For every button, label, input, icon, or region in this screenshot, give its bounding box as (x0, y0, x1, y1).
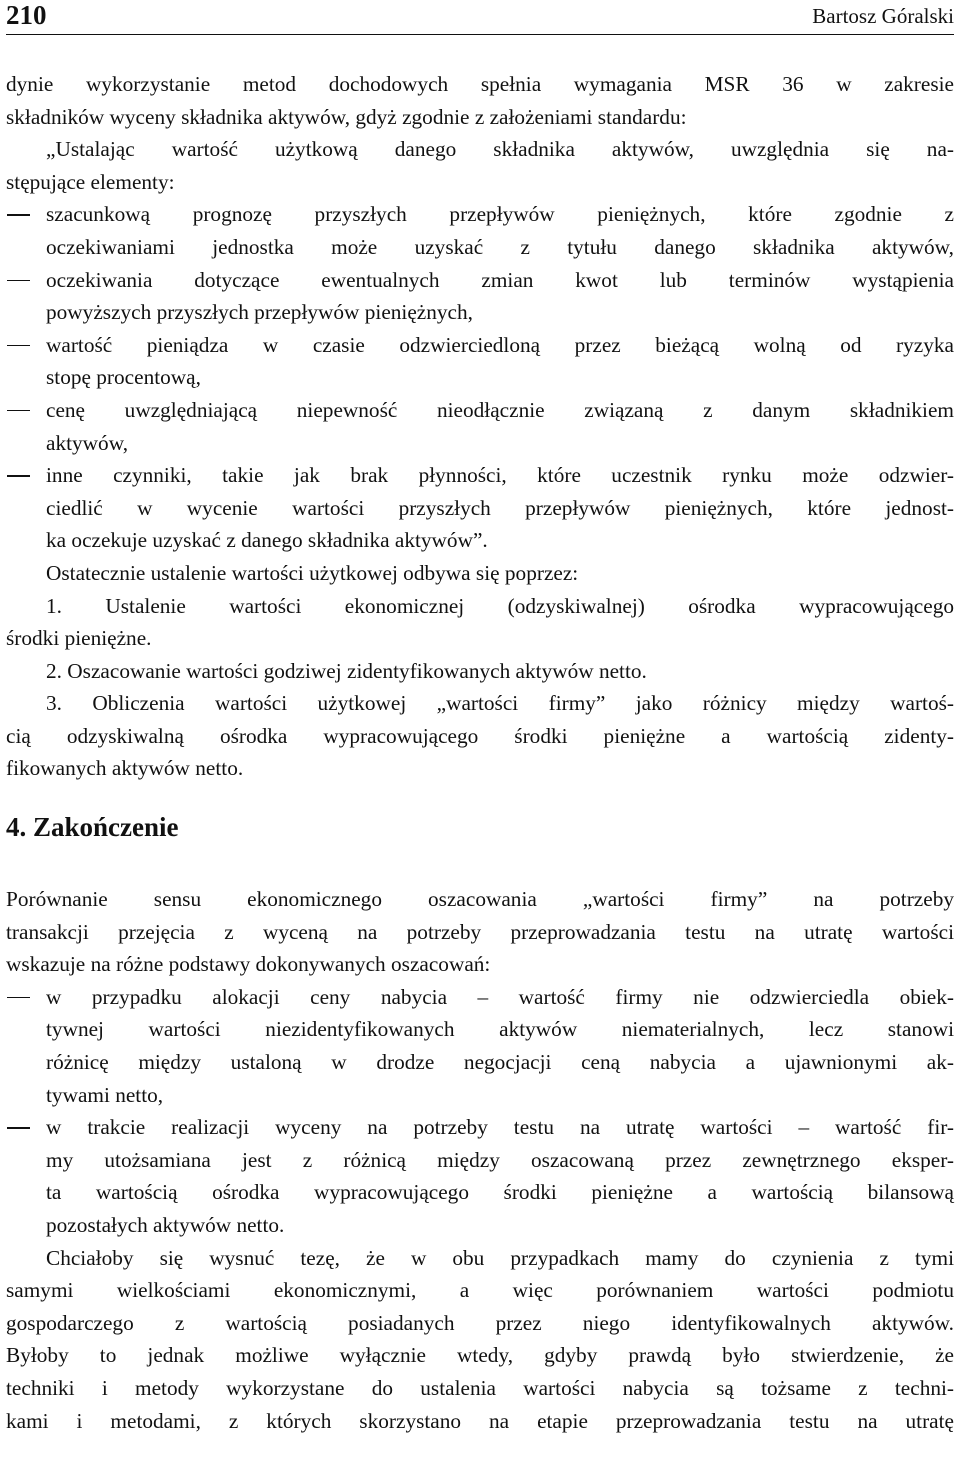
line-text: cenę uwzględniającą niepewność nieodłącznie związaną z danym składnikiem (46, 397, 954, 422)
dash-bullet (7, 1127, 30, 1129)
page-header (6, 0, 954, 35)
line-text: gospodarczego z wartością posiadanych przez niego identyfikowalnych aktywów. (6, 1310, 954, 1335)
line-text: 3. Obliczenia wartości użytkowej „wartości firmy” jako różnicy między wartoś- (46, 691, 954, 716)
text-line (6, 1144, 954, 1177)
line-text: oczekiwaniami jednostka może uzyskać z tytułu danego składnika aktywów, (46, 234, 954, 259)
text-line (6, 231, 954, 264)
list-item-line (6, 264, 954, 297)
dash-bullet (7, 410, 30, 412)
list-item-line (6, 1111, 954, 1144)
text-line (6, 68, 954, 101)
list-item-line (6, 394, 954, 427)
text-line (6, 1079, 954, 1112)
text-line (6, 524, 954, 557)
line-text: stopę procentową, (46, 365, 201, 390)
list-item-line (6, 329, 954, 362)
line-text: pozostałych aktywów netto. (46, 1213, 285, 1237)
text-line (6, 1176, 954, 1209)
text-line (6, 557, 954, 590)
text-line (6, 427, 954, 460)
text-line (6, 720, 954, 753)
text-line (6, 1372, 954, 1405)
text-line (6, 948, 954, 981)
dash-bullet (7, 214, 30, 216)
line-text: techniki i metody wykorzystane do ustalenia wartości nabycia są tożsame z techni- (6, 1375, 954, 1400)
text-line (6, 1209, 954, 1242)
text-line (6, 1339, 954, 1372)
line-text: Chciałoby się wysnuć tezę, że w obu przypadkach mamy do czynienia z tymi (46, 1245, 954, 1270)
text-line (6, 655, 954, 688)
line-text: tywami netto, (46, 1082, 164, 1107)
page-number: 210 (6, 0, 47, 30)
line-text: inne czynniki, takie jak brak płynności, które uczestnik rynku może odzwier- (46, 463, 954, 488)
line-text: cią odzyskiwalną ośrodka wypracowującego środki pieniężne a wartością zidenty- (6, 723, 954, 748)
line-text: tywnej wartości niezidentyfikowanych aktywów niematerialnych, lecz stanowi (46, 1017, 954, 1042)
running-author: Bartosz Góralski (812, 4, 954, 28)
line-text: ta wartością ośrodka wypracowującego środki pieniężne a wartością bilansową (46, 1180, 954, 1205)
line-text: składników wyceny składnika aktywów, gdyż zgodnie z założeniami standardu: (6, 104, 687, 129)
line-text: my utożsamiana jest z różnicą między oszacowaną przez zewnętrznego eksper- (46, 1147, 954, 1172)
text-line (6, 1242, 954, 1275)
line-text: wskazuje na różne podstawy dokonywanych oszacowań: (6, 952, 491, 977)
text-line (6, 296, 954, 329)
list-item-line (6, 459, 954, 492)
line-text: środki pieniężne. (6, 626, 152, 651)
page-body (6, 68, 954, 1437)
line-text: samymi wielkościami ekonomicznymi, a więc porównaniem wartości podmiotu (6, 1278, 954, 1303)
text-line (6, 166, 954, 199)
text-line (6, 1013, 954, 1046)
text-line (6, 687, 954, 720)
dash-bullet (7, 997, 30, 999)
line-text: Byłoby to jednak możliwe wyłącznie wtedy, gdyby prawdą było stwierdzenie, że (6, 1343, 954, 1368)
text-line (6, 1405, 954, 1438)
line-text: kami i metodami, z których skorzystano na etapie przeprowadzania testu na utratę (6, 1408, 954, 1433)
dash-bullet (7, 280, 30, 282)
text-line (6, 101, 954, 134)
line-text: 2. Oszacowanie wartości godziwej zidentyfikowanych aktywów netto. (46, 658, 647, 683)
dash-bullet (7, 475, 30, 477)
line-text: Porównanie sensu ekonomicznego oszacowania „wartości firmy” na potrzeby (6, 887, 954, 912)
line-text: „Ustalając wartość użytkową danego składnika aktywów, uwzględnia się na- (46, 137, 954, 162)
line-text: fikowanych aktywów netto. (6, 756, 244, 781)
text-line (6, 1274, 954, 1307)
document-page (6, 0, 954, 1433)
line-text: aktywów, (46, 430, 129, 455)
text-line (6, 622, 954, 655)
text-line (6, 590, 954, 623)
text-line (6, 1307, 954, 1340)
section-heading: 4. Zakończenie (6, 812, 179, 843)
line-text: w trakcie realizacji wyceny na potrzeby testu na utratę wartości – wartość fir- (46, 1115, 954, 1140)
line-text: Ostatecznie ustalenie wartości użytkowej odbywa się poprzez: (46, 560, 579, 585)
line-text: ciedlić w wycenie wartości przyszłych przepływów pieniężnych, które jednost- (46, 495, 954, 520)
line-text: powyższych przyszłych przepływów pieniężnych, (46, 300, 473, 325)
line-text: 1. Ustalenie wartości ekonomicznej (odzyskiwalnej) ośrodka wypracowującego (46, 593, 954, 618)
text-block-valuation (6, 68, 954, 785)
text-block-conclusion (6, 883, 954, 1437)
line-text: ka oczekuje uzyskać z danego składnika aktywów”. (46, 528, 488, 553)
text-line (6, 883, 954, 916)
line-text: dynie wykorzystanie metod dochodowych spełnia wymagania MSR 36 w zakresie (6, 72, 954, 96)
text-line (6, 133, 954, 166)
line-text: w przypadku alokacji ceny nabycia – wartość firmy nie odzwierciedla obiek- (46, 984, 954, 1009)
text-line (6, 752, 954, 785)
text-line (6, 916, 954, 949)
dash-bullet (7, 345, 30, 347)
text-line (6, 1046, 954, 1079)
text-line (6, 361, 954, 394)
text-line (6, 492, 954, 525)
line-text: wartość pieniądza w czasie odzwierciedloną przez bieżącą wolną od ryzyka (46, 332, 954, 357)
line-text: transakcji przejęcia z wyceną na potrzeby przeprowadzania testu na utratę wartości (6, 919, 954, 944)
list-item-line (6, 198, 954, 231)
line-text: różnicę między ustaloną w drodze negocjacji ceną nabycia a ujawnionymi ak- (46, 1050, 954, 1075)
list-item-line (6, 981, 954, 1014)
line-text: szacunkową prognozę przyszłych przepływów pieniężnych, które zgodnie z (46, 202, 954, 227)
line-text: oczekiwania dotyczące ewentualnych zmian kwot lub terminów wystąpienia (46, 267, 954, 292)
line-text: stępujące elementy: (6, 169, 175, 194)
